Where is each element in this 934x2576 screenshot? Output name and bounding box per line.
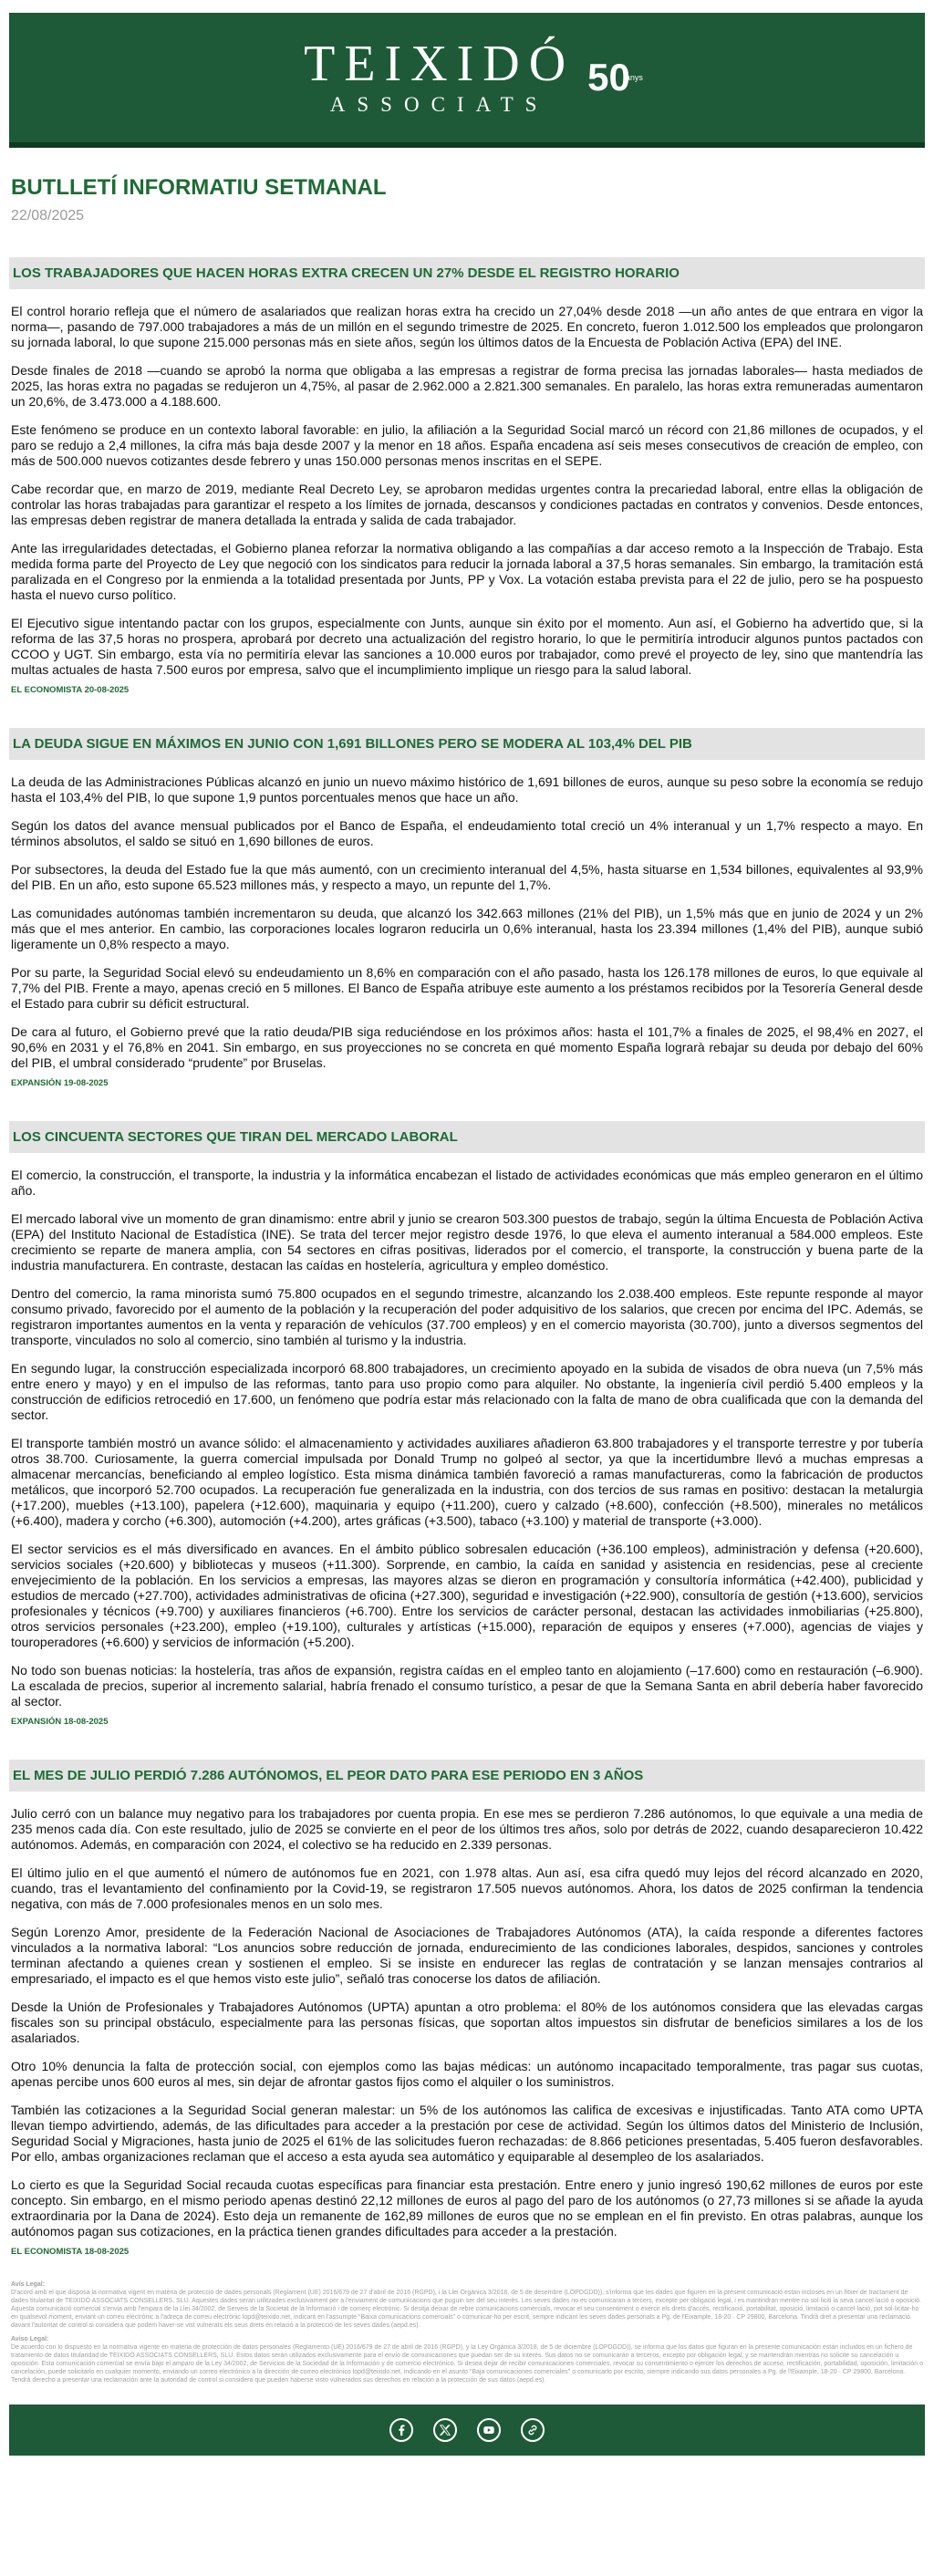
article-paragraph: Ante las irregularidades detectadas, el Gobierno planea reforzar la normativa obligando a las compañías a dar acceso remoto a la Inspección de Trabajo. Esta medida forma parte del Proyecto de Ley que negoció con los sindicatos para reducir la jornada laboral a 37,5 horas semanales. Sin embargo, la tramitación está paralizada en el Congreso por la enmienda a la totalidad presentada por Junts, PP y Vox. La votación estaba prevista para el 22 de julio, pero se ha pospuesto hasta el nuevo curso político. <box>11 541 923 602</box>
youtube-icon[interactable] <box>477 2418 501 2442</box>
article-source: EXPANSIÓN 19-08-2025 <box>11 1078 109 1088</box>
article-paragraph: El Ejecutivo sigue intentando pactar con los grupos, especialmente con Junts, aunque sin éxito por el momento. Aun así, el Gobierno ha advertido que, si la reforma de las 37,5 horas no prospera, aprobará por decreto una actualización del registro horario, lo que le permitiría introducir algunos puntos pactados con CCOO y UGT. Sin embargo, esta vía no permitiría elevar las sanciones a 10.000 euros por trabajador, como prevé el proyecto de ley, sino que mantendría las multas actuales de hasta 7.500 euros por empresa, salvo que el incumplimiento implique un riesgo para la salud laboral. <box>11 616 923 677</box>
article-paragraph: De cara al futuro, el Gobierno prevé que la ratio deuda/PIB siga reduciéndose en los próximos años: hasta el 101,7% a finales de 2025, el 98,4% en 2027, el 90,6% en 2031 y el 76,8% en 2041. Sin embargo, en sus proyecciones no se concreta en qué momento España lograrà rebajar su deuda por debajo del 60% del PIB, el umbral considerado “prudente” por Bruselas. <box>11 1024 923 1070</box>
newsletter <box>9 0 925 2456</box>
article-body <box>9 760 925 1088</box>
article-paragraph: El control horario refleja que el número de asalariados que realizan horas extra ha crecido un 27,04% desde 2018 —un año antes de que entrara en vigor la norma—, pasando de 797.000 trabajadores a más de un millón en el segundo trimestre de 2025. En concreto, fueron 1.012.500 los empleados que prolongaron su jornada laboral, lo que supone 215.000 personas más en siete años, según los últimos datos de la Encuesta de Población Activa (EPA) del INE. <box>11 304 923 349</box>
article-debt <box>9 728 925 1088</box>
article-paragraph: Según Lorenzo Amor, presidente de la Federación Nacional de Asociaciones de Trabajadores Autónomos (ATA), la caída responde a diferentes factores vinculados a la normativa laboral: “Los anuncios sobre reducción de jornada, endurecimiento de las condiciones laborales, despidos, sanciones y controles terminan afectando a quienes crean y sostienen el empleo. Si se insiste en endurecer las reglas de contratación y se lanzan mensajes contrarios al empresariado, el impacto es el que hemos visto este julio”, señaló tras conocerse los datos de afiliación. <box>11 1925 923 1986</box>
article-paragraph: Lo cierto es que la Seguridad Social recauda cuotas específicas para financiar esta prestación. Entre enero y junio ingresó 190,62 millones de euros por este concepto. Sin embargo, en el mismo periodo apenas destinó 22,12 millones de euros al pago del paro de los autónomos (o 27,73 millones si se añade la ayuda extraordinaria por la Dana de 2024). Esto deja un remanente de 162,89 millones de euros que no se emplean en el fin previsto. En otras palabras, aunque los autónomos pagan sus cotizaciones, en la práctica tienen grandes dificultades para acceder a la prestación. <box>11 2177 923 2238</box>
header-banner <box>9 13 925 148</box>
bulletin-heading <box>9 175 925 224</box>
article-paragraph: Julio cerró con un balance muy negativo para los trabajadores por cuenta propia. En ese mes se perdieron 7.286 autónomos, lo que equivale a una media de 235 menos cada día. Con este resultado, julio de 2025 se convierte en el peor de los últimos tres años, solo por detrás de 2022, cuando desaparecieron 10.422 autónomos. Además, en comparación con 2024, el colectivo se ha reducido en 2.339 personas. <box>11 1806 923 1852</box>
article-body <box>9 289 925 695</box>
article-paragraph: Por su parte, la Seguridad Social elevó su endeudamiento un 8,6% en comparación con el año pasado, hasta los 126.178 millones de euros, lo que equivale al 7,7% del PIB. Frente a mayo, apenas creció en 5 millones. El Banco de España atribuye este aumento a los préstamos recibidos por la Tesorería General desde el Estado para cubrir su déficit estructural. <box>11 965 923 1011</box>
article-paragraph: Por subsectores, la deuda del Estado fue la que más aumentó, con un crecimiento interanual del 4,5%, hasta situarse en 1,534 billones, equivalentes al 93,9% del PIB. En un año, esto supone 65.523 millones más, y respecto a mayo, un repunte del 1,7%. <box>11 862 923 892</box>
article-sectors <box>9 1121 925 1727</box>
legal-text-ca: D'acord amb el que disposa la normativa vigent en matèria de protecció de dades personals (Reglament (UE) 2016/679 de 27 d'abril de 2016 (RGPD), i la Llei Orgànica 3/2018, de 5 de desembre (LOPDGDD)), s'informa que les dades que figuren en la present comunicació estan incloses en un fitxer de tractament de dades titularitat de TEIXIDÓ ASSOCIATS CONSELLERS, SLU. Aquestes dades seran utilitzades exclusivament per a l'enviament de comunicacions que puguin ser del seu interès. Les seves dades no es comunicaran a tercers, excepte per obligació legal, i es mantindran mentre no sol·liciti la seva cancel·lació o oposició. Aquesta comunicació comercial s'envia amb l'empara de la Llei 34/2002, de Serveis de la Societat de la Informació i de comerç electrònic. Si desitja deixar de rebre comunicacions comercials, revocar el seu consentiment o exercir els drets d'accés, rectificació, portabilitat, oposició, limitació o cancel·lació, pot sol·licitar-ho en qualsevol moment, enviant un correu electrònic a l'adreça de correu electrònic lopd@teixido.net, indicant en l'assumpte "Baixa comunicacions comercials" o comunicar-ho per escrit, sempre indicant les seves dades personals a Pg. de l'Eixample, 18-20 · CP 29800, Barcelona. Tindrà dret a presentar una reclamació davant l'autoritat de control si considera que podem haver-se vist vulnerats els seus drets en relació a la protecció de les seves dades (aepd.es). <box>11 2290 921 2329</box>
article-self-employed <box>9 1760 925 2257</box>
logo-main: TEIXIDÓ <box>304 36 576 92</box>
article-title: LA DEUDA SIGUE EN MÁXIMOS EN JUNIO CON 1,691 BILLONES PERO SE MODERA AL 103,4% DEL PIB <box>9 728 925 760</box>
article-paragraph: El transporte también mostró un avance sólido: el almacenamiento y actividades auxiliares añadieron 63.800 trabajadores y el transporte terrestre y por tubería otros 38.700. Curiosamente, la guerra comercial impulsada por Donald Trump no golpeó al sector, ya que la incertidumbre llevó a muchas empresas a almacenar mercancías, beneficiando al empleo logístico. Esta misma dinámica también favoreció a ramas manufactureras, como la fabricación de productos metálicos, que incorporó 52.700 ocupados. La recuperación fue generalizada en la industria, con dos tercios de sus ramas en positivo: destacan la metalurgia (+17.200), muebles (+13.100), papelera (+12.600), maquinaria y equipo (+11.200), cuero y calzado (+8.600), confección (+8.500), minerales no metálicos (+6.400), madera y corcho (+6.300), automoción (+4.200), artes gráficas (+3.500), tabaco (+3.100) y material de transporte (+3.000). <box>11 1436 923 1528</box>
article-paragraph: En segundo lugar, la construcción especializada incorporó 68.800 trabajadores, un crecimiento apoyado en la subida de visados de obra nueva (un 7,5% más entre enero y mayo) y en el impulso de las reformas, tanto para uso propio como para alquiler. No obstante, la ingeniería civil perdió 5.400 empleos y la construcción de edificios retrocedió en 17.600, un fenómeno que podría estar más relacionado con la falta de mano de obra cualificada que con la demanda del sector. <box>11 1361 923 1422</box>
article-source: EL ECONOMISTA 20-08-2025 <box>11 685 130 695</box>
article-paragraph: Según los datos del avance mensual publicados por el Banco de España, el endeudamiento total creció un 4% interanual y un 1,7% respecto a mayo. En términos absolutos, el saldo se situó en 1,690 billones de euros. <box>11 818 923 848</box>
article-paragraph: Este fenómeno se produce en un contexto laboral favorable: en julio, la afiliación a la Seguridad Social marcó un récord con 21,86 millones de ocupados, y el paro se redujo a 2,4 millones, la cifra más baja desde 2007 y la menor en 18 años. España encadena así seis meses consecutivos de creación de empleo, con más de 500.000 nuevos cotizantes desde febrero y unas 150.000 personas menos inscritas en el SEPE. <box>11 422 923 468</box>
logo-sub: ASSOCIATS <box>329 93 549 116</box>
article-paragraph: Dentro del comercio, la rama minorista sumó 75.800 ocupados en el segundo trimestre, alcanzando los 2.038.400 empleos. Este repunte responde al mayor consumo privado, favorecido por el aumento de la población y la recuperación del poder adquisitivo de los salarios, que crecen por encima del IPC. Además, se registraron importantes aumentos en la venta y reparación de vehículos (37.700 empleos) y en el comercio mayorista (30.700), junto a diversos segmentos del transporte, vinculados no solo al comercio, sino también al turismo y la industria. <box>11 1286 923 1347</box>
article-paragraph: Cabe recordar que, en marzo de 2019, mediante Real Decreto Ley, se aprobaron medidas urgentes contra la precariedad laboral, entre ellas la obligación de controlar las horas trabajadas para garantizar el respeto a los límites de jornada, descansos y condiciones pactadas en contratos y convenios. Desde entonces, las empresas deben registrar de manera detallada la entrada y salida de cada trabajador. <box>11 482 923 527</box>
company-logo[interactable] <box>304 36 643 117</box>
legal-notice <box>9 2280 925 2384</box>
footer-social-bar <box>9 2405 925 2456</box>
bulletin-date: 22/08/2025 <box>11 208 85 223</box>
article-source: EXPANSIÓN 18-08-2025 <box>11 1717 109 1727</box>
anniversary-badge <box>587 56 643 99</box>
article-source: EL ECONOMISTA 18-08-2025 <box>11 2247 130 2257</box>
facebook-icon[interactable] <box>389 2418 413 2442</box>
article-paragraph: El comercio, la construcción, el transporte, la industria y la informática encabezan el listado de actividades económicas que más empleo generaron en el último año. <box>11 1168 923 1198</box>
page-title: BUTLLETÍ INFORMATIU SETMANAL <box>11 175 387 200</box>
article-paragraph: No todo son buenas noticias: la hostelería, tras años de expansión, registra caídas en el empleo tanto en alojamiento (–17.600) como en restauración (–6.900). La escalada de precios, superior al incremento salarial, habría frenado el consumo turístico, a pesar de que la Semana Santa en abril debería haber favorecido al sector. <box>11 1663 923 1709</box>
logo-text <box>304 38 575 117</box>
legal-title-ca: Avís Legal: <box>11 2281 46 2288</box>
article-paragraph: Desde la Unión de Profesionales y Trabajadores Autónomos (UPTA) apuntan a otro problema: el 80% de los autónomos considera que las elevadas cargas fiscales son su principal obstáculo, especialmente para las personas físicas, que soportan altos impuestos sin disfrutar de beneficios similares a los de los asalariados. <box>11 2000 923 2045</box>
article-paragraph: La deuda de las Administraciones Públicas alcanzó en junio un nuevo máximo histórico de 1,691 billones de euros, aunque su peso sobre la economía se redujo hasta el 103,4% del PIB, lo que supone 1,9 puntos porcentuales menos que hace un año. <box>11 774 923 805</box>
x-icon[interactable] <box>433 2418 457 2442</box>
anniversary-suffix: anys <box>625 73 643 82</box>
article-title: LOS CINCUENTA SECTORES QUE TIRAN DEL MERCADO LABORAL <box>9 1121 925 1153</box>
article-paragraph: El mercado laboral vive un momento de gran dinamismo: entre abril y junio se crearon 503.300 puestos de trabajo, según la última Encuesta de Población Activa (EPA) del Instituto Nacional de Estadística (INE). Se trata del tercer mejor registro desde 1976, lo que eleva el aumento interanual a 584.000 empleos. Este crecimiento se reparte de manera amplia, con 54 sectores en cifras positivas, liderados por el comercio, el transporte, la construcción y buena parte de la industria manufacturera. En contraste, destacan las caídas en hostelería, agricultura y empleo doméstico. <box>11 1211 923 1272</box>
article-title: EL MES DE JULIO PERDIÓ 7.286 AUTÓNOMOS, EL PEOR DATO PARA ESE PERIODO EN 3 AÑOS <box>9 1760 925 1792</box>
article-title: LOS TRABAJADORES QUE HACEN HORAS EXTRA CRECEN UN 27% DESDE EL REGISTRO HORARIO <box>9 257 925 289</box>
article-paragraph: Las comunidades autónomas también incrementaron su deuda, que alcanzó los 342.663 millones (21% del PIB), un 1,5% más que en junio de 2024 y un 2% más que el mes anterior. En cambio, las corporaciones locales lograron reducirla un 0,6% interanual, hasta los 23.394 millones (1,4% del PIB), aunque subió ligeramente un 0,8% respecto a mayo. <box>11 906 923 951</box>
link-icon[interactable] <box>521 2418 545 2442</box>
legal-text-es: De acuerdo con lo dispuesto en la normativa vigente en materia de protección de datos personales (Reglamento (UE) 2016/679 de 27 de abril de 2016 (RGPD), y la Ley Orgánica 3/2018, de 5 de diciembre (LOPDGDD)), se informa que los datos que figuran en la presente comunicación están incluidos en un fichero de tratamiento de datos titularidad de TEIXIDÓ ASSOCIATS CONSELLERS, SLU. Estos datos serán utilizados exclusivamente para el envío de comunicaciones que puedan ser de su interés. Sus datos no se comunicarán a terceros, excepto por obligación legal, y se mantendrán mientras no solicite su cancelación u oposición. Esta comunicación comercial se envía bajo el amparo de la Ley 34/2002, de Servicios de la Sociedad de la Información y de comercio electrónico. Si desea dejar de recibir comunicaciones comerciales, revocar su consentimiento o ejercer los derechos de acceso, rectificación, portabilidad, oposición, limitación o cancelación, puede solicitarlo en cualquier momento, enviando un correo electrónico a la dirección de correo electrónico lopd@teixido.net, indicando en el asunto "Baja comunicaciones comerciales" o comunicarlo por escrito, siempre indicando sus datos personales a Pg. de l'Eixample, 18-20 · CP 29800, Barcelona. Tendrá derecho a presentar una reclamación ante la autoridad de control si considera que pueden haberse visto vulnerados sus derechos en relación a la protección de sus datos (aepd.es). <box>11 2344 923 2384</box>
article-paragraph: El sector servicios es el más diversificado en avances. En el ámbito público sobresalen educación (+36.100 empleos), administración y defensa (+20.600), servicios sociales (+20.600) y bibliotecas y museos (+11.300). Sorprende, en cambio, la caída en sanidad y asistencia en residencias, pese al creciente envejecimiento de la población. En los servicios a empresas, las mayores alzas se dieron en programación y consultoría informática (+42.400), publicidad y estudios de mercado (+27.700), actividades administrativas de oficina (+27.300), seguridad e investigación (+22.900), consultoría de gestión (+13.600), servicios profesionales y técnicos (+9.700) y auxiliares financieros (+6.700). Entre los servicios de carácter personal, destacan las actividades inmobiliarias (+25.800), otros servicios personales (+23.200), empleo (+19.100), culturales y artísticas (+15.000), reparación de equipos y enseres (+7.000), agencias de viajes y touroperadores (+6.600) y servicios de información (+5.200). <box>11 1542 923 1649</box>
legal-title-es: Aviso Legal: <box>11 2336 49 2342</box>
article-paragraph: Otro 10% denuncia la falta de protección social, con ejemplos como las bajas médicas: un autónomo incapacitado temporalmente, tras pagar sus cuotas, apenas percibe unos 600 euros al mes, sin dejar de afrontar gastos fijos como el alquiler o los suministros. <box>11 2059 923 2089</box>
article-overtime <box>9 257 925 695</box>
article-paragraph: El último julio en el que aumentó el número de autónomos fue en 2021, con 1.978 altas. Aun así, esa cifra quedó muy lejos del récord alcanzado en 2020, cuando, tras el levantamiento del confinamiento por la Covid-19, se registraron 17.505 nuevos autónomos. Ahora, los datos de 2025 confirman la tendencia negativa, con más de 7.000 profesionales menos en un solo mes. <box>11 1865 923 1911</box>
anniversary-number: 50 <box>587 56 630 99</box>
article-paragraph: Desde finales de 2018 —cuando se aprobó la norma que obligaba a las empresas a registrar de forma precisa las jornadas laborales— hasta mediados de 2025, las horas extra no pagadas se redujeron un 4,75%, al pasar de 2.962.000 a 2.821.300 semanales. En paralelo, las horas extra remuneradas aumentaron un 20,6%, de 3.473.000 a 4.188.600. <box>11 363 923 409</box>
article-body <box>9 1153 925 1727</box>
article-paragraph: También las cotizaciones a la Seguridad Social generan malestar: un 5% de los autónomos las califica de excesivas e injustificadas. Tanto ATA como UPTA llevan tiempo advirtiendo, además, de las dificultades para acceder a la prestación por cese de actividad. Según los últimos datos del Ministerio de Inclusión, Seguridad Social y Migraciones, hasta junio de 2025 el 61% de las solicitudes fueron rechazadas: de 8.866 peticiones presentadas, 5.405 fueron desfavorables. Por ello, ambas organizaciones reclaman que el acceso a esta ayuda sea automático y equiparable al desempleo de los asalariados. <box>11 2103 923 2164</box>
article-body <box>9 1792 925 2257</box>
